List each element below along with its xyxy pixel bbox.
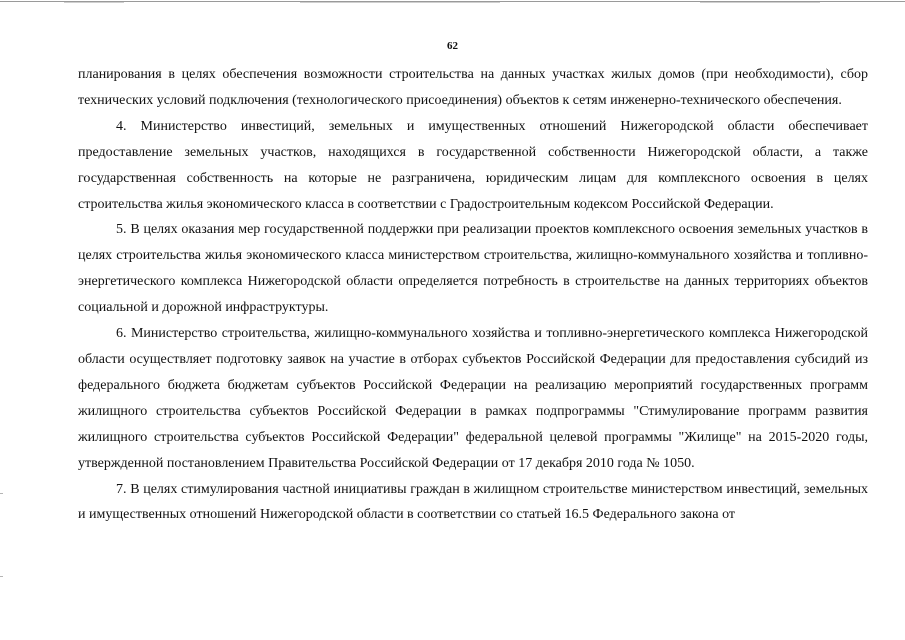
document-body <box>78 62 868 528</box>
paragraph-6: 6. Министерство строительства, жилищно-коммунального хозяйства и топливно-энергетического комплекса Нижегородской области осуществляет подготовку заявок на участие в отборах субъектов Российской Федерации для предоставления субсидий из федерального бюджета бюджетам субъектов Российской Федерации на реализацию мероприятий государственных программ жилищного строительства субъектов Российской Федерации в рамках подпрограммы "Стимулирование программ развития жилищного строительства субъектов Российской Федерации" федеральной целевой программы "Жилище" на 2015-2020 годы, утвержденной постановлением Правительства Российской Федерации от 17 декабря 2010 года № 1050. <box>78 326 868 471</box>
paragraph-4: 4. Министерство инвестиций, земельных и имущественных отношений Нижегородской области обеспечивает предоставление земельных участков, находящихся в государственной собственности Нижегородской области, а также государственная собственность на которые не разграничена, юридическим лицам для комплексного освоения в целях строительства жилья экономического класса в соответствии с Градостроительным кодексом Российской Федерации. <box>78 118 868 212</box>
top-border-fragment <box>300 2 500 3</box>
scan-margin-mark <box>0 576 3 577</box>
paragraph-7: 7. В целях стимулирования частной инициативы граждан в жилищном строительстве министерством инвестиций, земельных и имущественных отношений Нижегородской области в соответствии со статьей 16.5 Федерального закона от <box>78 481 868 523</box>
top-border-fragment <box>64 2 124 3</box>
scan-margin-mark <box>0 493 3 494</box>
paragraph-continuation: планирования в целях обеспечения возможности строительства на данных участках жилых домов (при необходимости), сбор технических условий подключения (технологического присоединения) объектов к сетям инженерно-технического обеспечения. <box>78 67 868 108</box>
top-border-fragment <box>700 2 820 3</box>
paragraph-5: 5. В целях оказания мер государственной поддержки при реализации проектов комплексного освоения земельных участков в целях строительства жилья экономического класса министерством строительства, жилищно-коммунального хозяйства и топливно-энергетического комплекса Нижегородской области определяется потребность в строительстве на данных территориях объектов социальной и дорожной инфраструктуры. <box>78 222 868 316</box>
page-number: 62 <box>447 40 458 52</box>
